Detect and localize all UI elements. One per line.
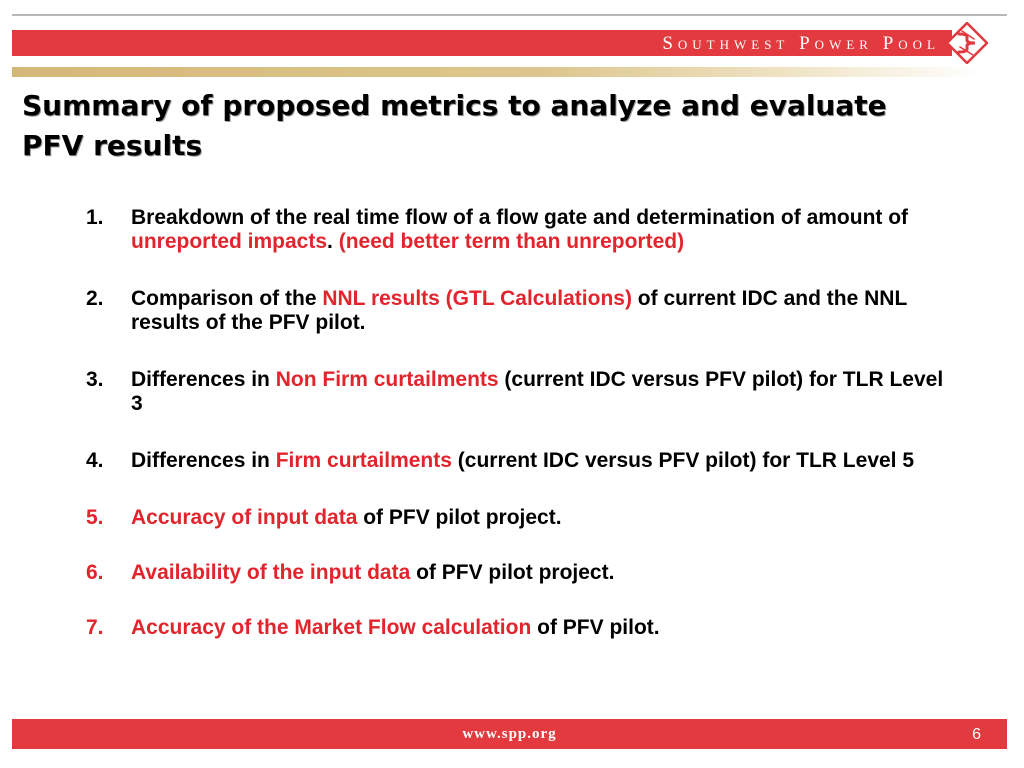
item-text: of current IDC and the NNL results of the PFV pilot. bbox=[131, 287, 907, 334]
item-highlight: Accuracy of the Market Flow calculation bbox=[131, 616, 532, 639]
item-text: Breakdown of the real time flow of a flow gate and determination of amount of bbox=[131, 206, 909, 229]
item-highlight: Accuracy of input data bbox=[131, 506, 358, 529]
item-highlight: Availability of the input data bbox=[131, 561, 411, 584]
item-highlight: NNL results (GTL Calculations) bbox=[322, 287, 632, 310]
item-text: of PFV pilot project. bbox=[357, 506, 562, 529]
page-number: 6 bbox=[972, 726, 981, 743]
brand-name: Southwest Power Pool bbox=[662, 33, 940, 54]
item-text: Differences in bbox=[131, 368, 276, 391]
item-text: of PFV pilot project. bbox=[410, 561, 615, 584]
item-highlight: Non Firm curtailments bbox=[275, 368, 499, 391]
item-number: 7. bbox=[86, 616, 104, 639]
item-text: (current IDC versus PFV pilot) for TLR Level 5 bbox=[451, 449, 915, 472]
item-number: 3. bbox=[86, 368, 104, 391]
list-item bbox=[86, 561, 946, 585]
item-number: 1. bbox=[86, 206, 104, 229]
spp-logo-icon bbox=[946, 22, 988, 64]
list-item bbox=[86, 506, 946, 530]
tan-band bbox=[12, 67, 982, 77]
item-text: of PFV pilot. bbox=[531, 616, 660, 639]
item-number: 6. bbox=[86, 561, 104, 584]
metrics-list bbox=[86, 206, 946, 640]
item-number: 2. bbox=[86, 287, 104, 310]
list-item bbox=[86, 616, 946, 640]
item-highlight: unreported impacts bbox=[131, 230, 328, 253]
list-item bbox=[86, 287, 946, 335]
item-number: 4. bbox=[86, 449, 104, 472]
item-highlight: Firm curtailments bbox=[275, 449, 452, 472]
slide-title: Summary of proposed metrics to analyze and evaluate PFV results bbox=[22, 89, 887, 162]
item-number: 5. bbox=[86, 506, 104, 529]
item-text: . bbox=[327, 230, 339, 253]
list-item bbox=[86, 368, 946, 416]
item-highlight: (need better term than unreported) bbox=[338, 230, 685, 253]
item-text: Differences in bbox=[131, 449, 276, 472]
top-rule bbox=[12, 14, 1007, 16]
list-item bbox=[86, 206, 946, 254]
footer-bar bbox=[12, 719, 1007, 749]
footer-url: www.spp.org bbox=[462, 726, 557, 742]
item-text: Comparison of the bbox=[131, 287, 323, 310]
item-text: (current IDC versus PFV pilot) for TLR Level 3 bbox=[131, 368, 944, 415]
brand-bar bbox=[12, 30, 952, 56]
list-item bbox=[86, 449, 946, 473]
